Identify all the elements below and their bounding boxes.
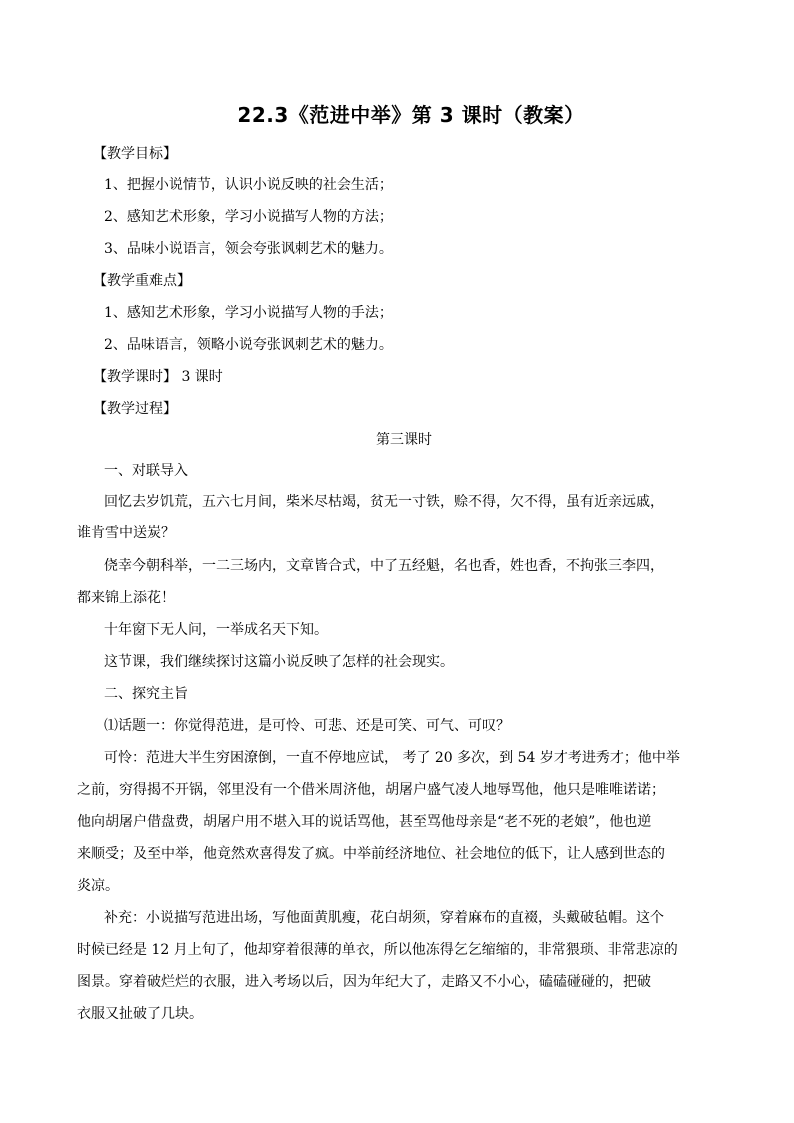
pity-paragraph-line: 之前，穷得揭不开锅，邻里没有一个借米周济他，胡屠户盛气凌人地辱骂他，他只是唯唯诺诺； bbox=[77, 782, 665, 798]
supplement-paragraph-line: 衣服又扯破了几块。 bbox=[77, 1006, 203, 1022]
pity-paragraph-line: 他向胡屠户借盘费，胡屠户用不堪入耳的说话骂他，甚至骂他母亲是“老不死的老娘”，他也逆 bbox=[77, 814, 652, 830]
process-heading: 【教学过程】 bbox=[93, 401, 177, 417]
pity-paragraph-line: 可怜：范进大半生穷困潦倒，一直不停地应试， 考了 20 多次，到 54 岁才考进秀才；他中举 bbox=[104, 750, 680, 766]
intro-line: 这节课，我们继续探讨这篇小说反映了怎样的社会现实。 bbox=[104, 654, 454, 670]
section-heading: 二、探究主旨 bbox=[104, 686, 188, 702]
document-title: 22.3《范进中举》第 3 课时（教案） bbox=[237, 103, 585, 127]
topic-line: ⑴话题一：你觉得范进，是可怜、可悲、还是可笑、可气、可叹？ bbox=[104, 718, 510, 734]
supplement-paragraph-line: 补充：小说描写范进出场，写他面黄肌瘦，花白胡须，穿着麻布的直裰，头戴破毡帽。这个 bbox=[104, 910, 664, 926]
pity-paragraph-line: 炎凉。 bbox=[77, 878, 119, 894]
key-point-item: 1、感知艺术形象，学习小说描写人物的手法； bbox=[104, 305, 393, 321]
couplet-line: 都来锦上添花！ bbox=[77, 590, 175, 606]
objectives-heading: 【教学目标】 bbox=[93, 146, 177, 162]
supplement-paragraph-line: 图景。穿着破烂烂的衣服，进入考场以后，因为年纪大了，走路又不小心，磕磕碰碰的，把破 bbox=[77, 974, 651, 990]
couplet-line: 侥幸今朝科举，一二三场内，文章皆合式，中了五经魁，名也香，姓也香，不拘张三李四， bbox=[104, 558, 664, 574]
couplet-line: 回忆去岁饥荒，五六七月间，柴米尽枯竭，贫无一寸铁，赊不得，欠不得，虽有近亲远戚， bbox=[104, 494, 664, 510]
pity-paragraph-line: 来顺受；及至中举，他竟然欢喜得发了疯。中举前经济地位、社会地位的低下，让人感到世态的 bbox=[77, 846, 665, 862]
supplement-paragraph-line: 时候已经是 12 月上旬了，他却穿着很薄的单衣，所以他冻得乞乞缩缩的，非常猥琐、非常悲凉的 bbox=[77, 942, 678, 958]
saying-line: 十年窗下无人问，一举成名天下知。 bbox=[104, 622, 328, 638]
section-heading: 一、对联导入 bbox=[104, 463, 188, 479]
class-hours: 【教学课时】 3 课时 bbox=[93, 369, 223, 385]
objective-item: 2、感知艺术形象，学习小说描写人物的方法； bbox=[104, 209, 393, 225]
lesson-title: 第三课时 bbox=[376, 432, 432, 448]
key-points-heading: 【教学重难点】 bbox=[93, 273, 191, 289]
couplet-line: 谁肯雪中送炭？ bbox=[77, 525, 175, 541]
objective-item: 1、把握小说情节，认识小说反映的社会生活； bbox=[104, 177, 393, 193]
key-point-item: 2、品味语言，领略小说夸张讽刺艺术的魅力。 bbox=[104, 337, 393, 353]
objective-item: 3、品味小说语言，领会夸张讽刺艺术的魅力。 bbox=[104, 241, 393, 257]
